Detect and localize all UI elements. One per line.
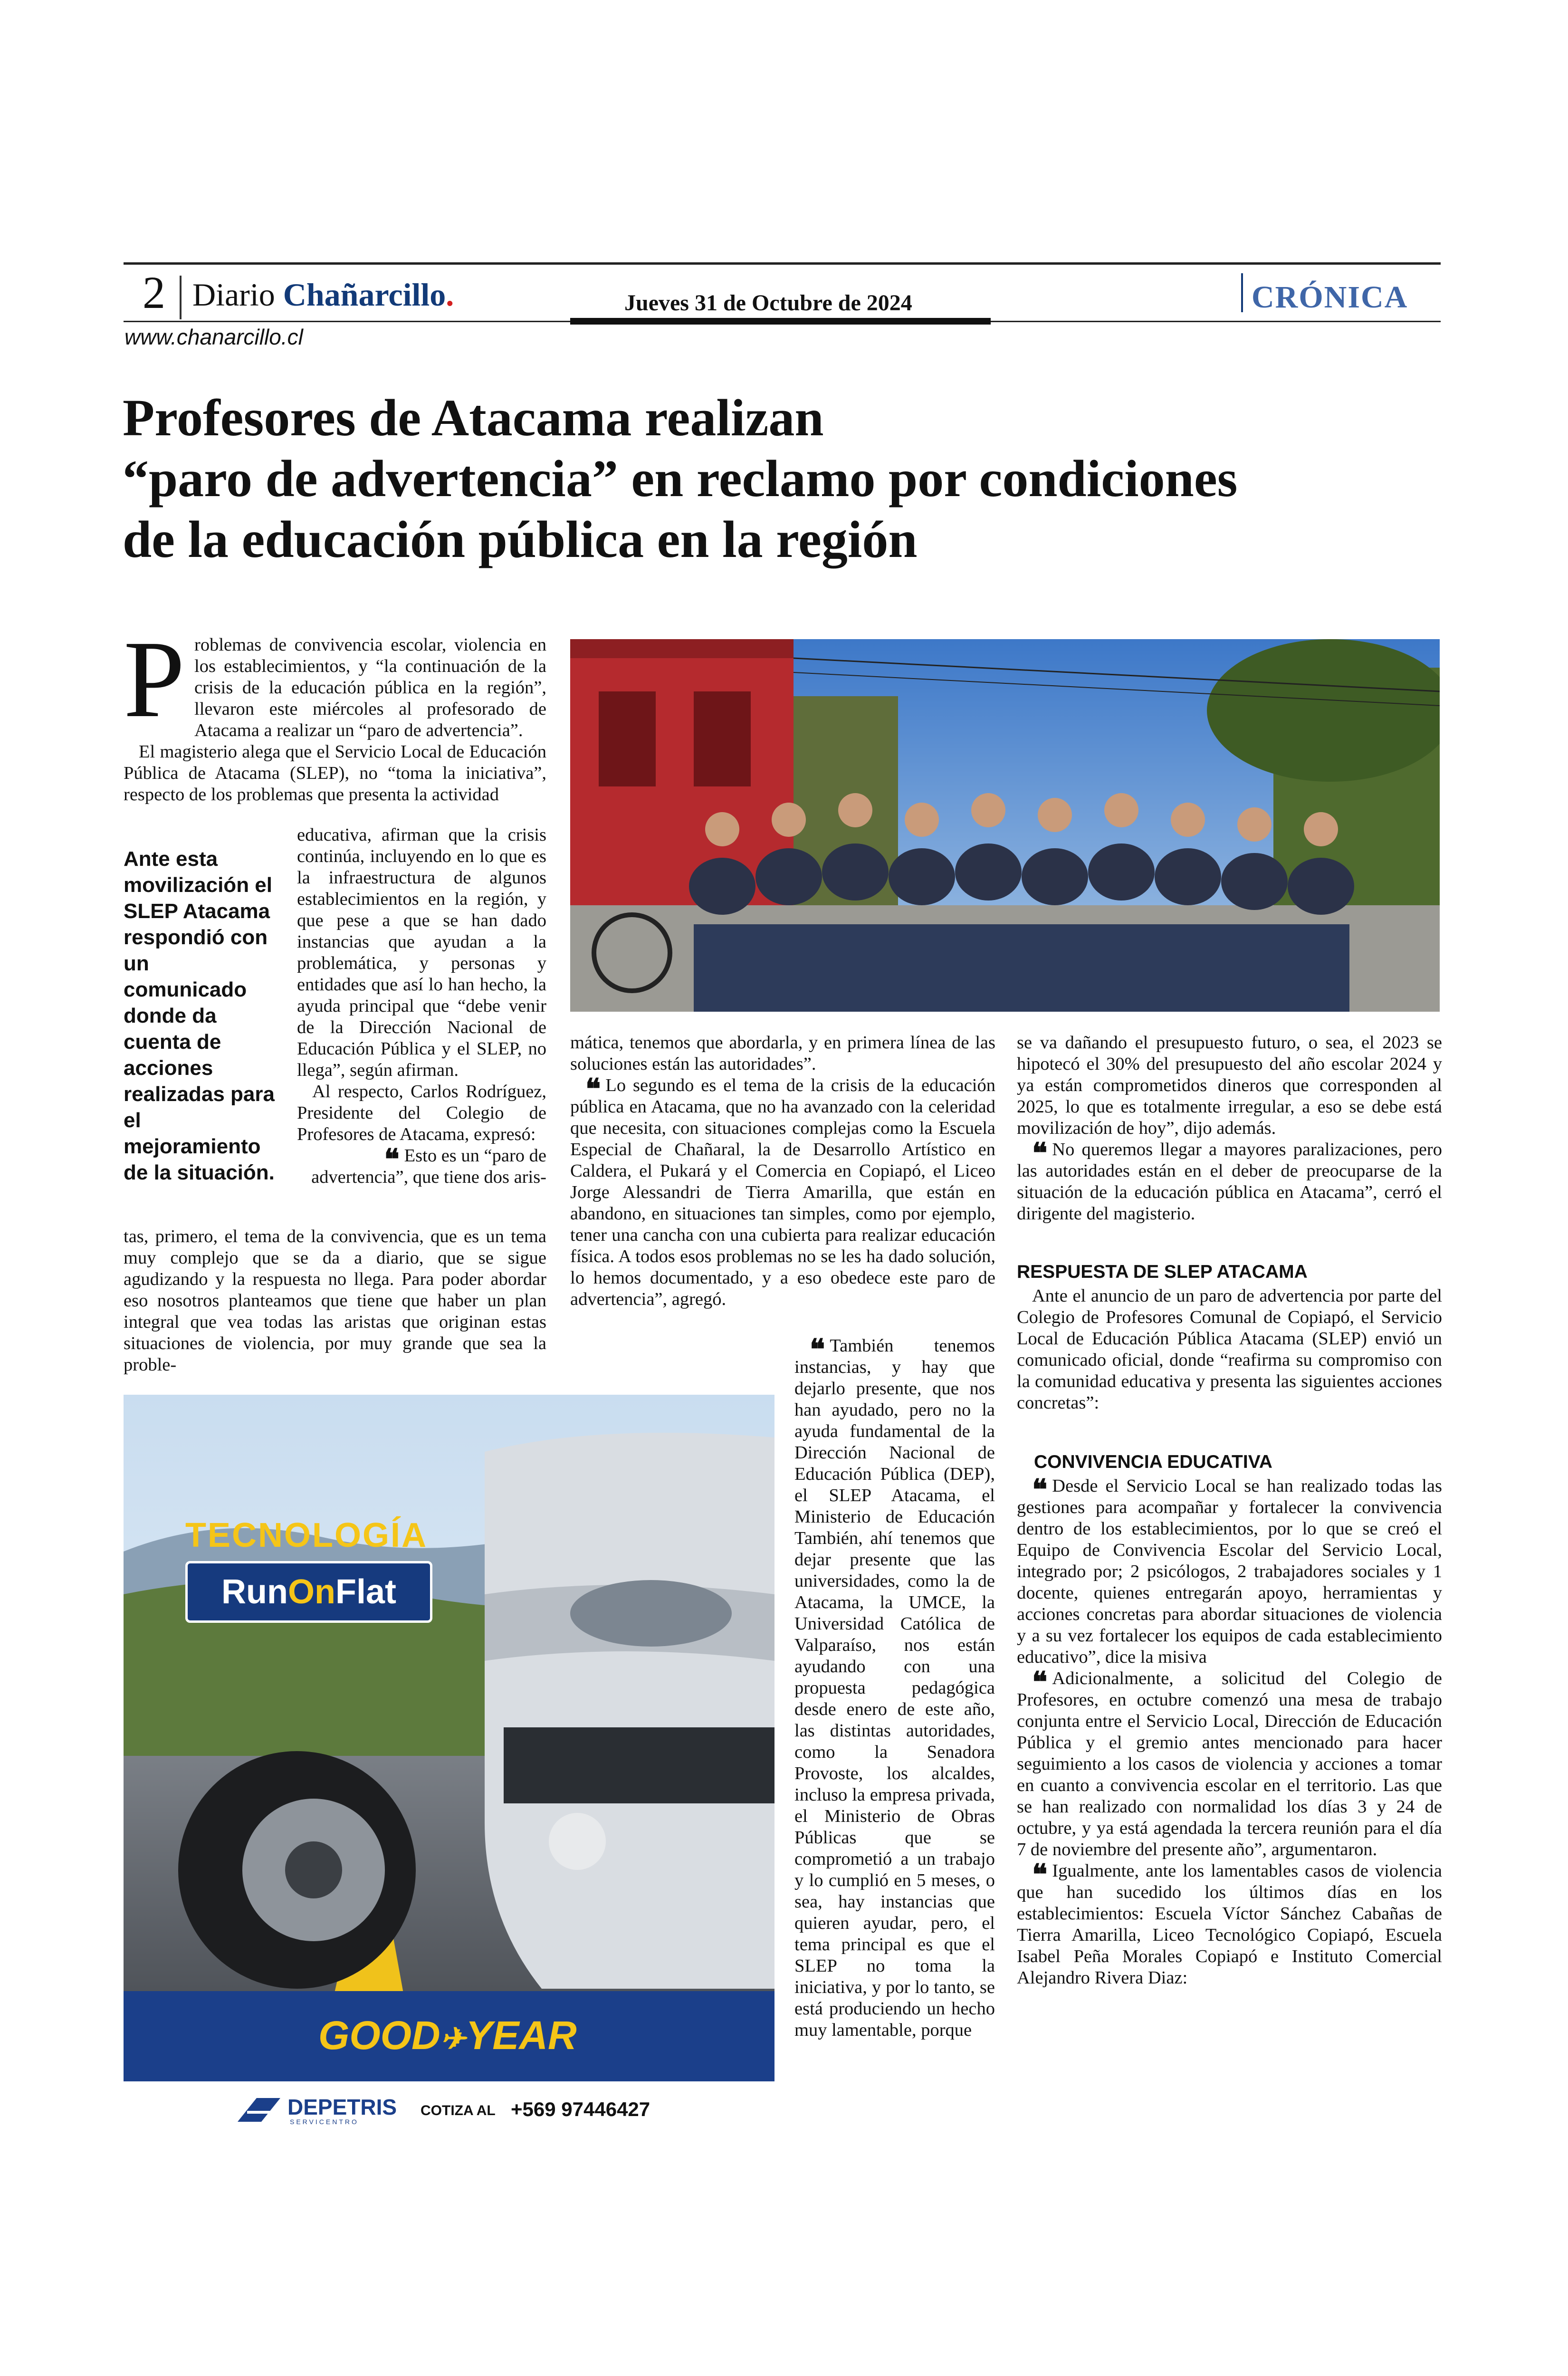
depetris-logo-icon <box>233 2093 285 2127</box>
quote-mark-icon: ❝ <box>1032 1859 1048 1890</box>
subheading: RESPUESTA DE SLEP ATACAMA <box>1017 1262 1308 1282</box>
quote-text: También tenemos instancias, y hay que dejarlo presente, que nos han ayudado, pero no la ayuda fundamental de la Dirección Nacional de Educación Pública (DEP), el SLEP Atacama, el Ministerio de Educación También, ahí tenemos que dejar presente que las universidades, como la de Atacama, la UMCE, la Universidad Católica de Valparaíso, nos están ayudando con una propuesta pedagógica desde enero de este año, las distintas autoridades, como la Senadora Provoste, los alcaldes, incluso la empresa privada, el Ministerio de Obras Públicas que se comprometió a un trabajo y lo cumplió en 5 meses, o sea, hay instancias que quieren ayudar, pero, el tema principal es que el SLEP no toma la iniciativa, y por lo tanto, se está produciendo un hecho muy lamentable, porque <box>794 1336 995 2040</box>
brand-left: GOOD <box>318 2013 440 2058</box>
quote-paragraph <box>1017 1668 1442 1860</box>
quote-mark-icon: ❝ <box>1032 1667 1048 1698</box>
paragraph: Ante el anuncio de un paro de advertencia por parte del Colegio de Profesores Comunal de Copiapó, el Servicio Local de Educación Pública Atacama (SLEP) envió un comunicado oficial, donde “reafirma su compromiso con la comunidad educativa y presenta las siguientes acciones concretas”: <box>1017 1286 1442 1413</box>
paragraph: se va dañando el presupuesto futuro, o sea, el 2023 se hipotecó el 30% del presupuesto del año escolar 2024 y ya están comprometidos dineros que corresponden al 2025, lo que es totalmente irregular, a eso se debe está movilización de hoy”, dijo además. <box>1017 1033 1442 1138</box>
date-underline-bar <box>570 318 991 325</box>
protest-group-photo <box>570 639 1440 1012</box>
paragraph: tas, primero, el tema de la convivencia, que es un tema muy complejo que se da a diario, que se sigue agudizando y la respuesta no llega. Para poder abordar eso nosotros planteamos que tiene que haber un plan integral que vea todas las aristas que originan estas situaciones de violencia, por muy grande que sea la proble- <box>124 1226 546 1375</box>
quote-mark-icon: ❝ <box>585 1073 601 1105</box>
article-column-3c <box>1017 1475 1442 1989</box>
headline-line: “paro de advertencia” en reclamo por condiciones <box>123 450 1238 508</box>
article-column-1c <box>124 1226 546 1376</box>
runonflat-badge <box>185 1561 432 1623</box>
website-url: www.chanarcillo.cl <box>124 325 303 349</box>
quote-text: Adicionalmente, a solicitud del Colegio de Profesores, en octubre comenzó una mesa de trabajo conjunta entre el Servicio Local, Dirección de Educación Pública y el gremio antes mencionado para hacer seguimiento a los casos de violencia y acciones a tomar en cuanto a convivencia escolar en el territorio. Las que se han realizado con normalidad los días 3 y 24 de octubre, y ya está agendada la tercera reunión para el día 7 de noviembre del presente año”, argumentaron. <box>1017 1668 1442 1859</box>
quote-text: Desde el Servicio Local se han realizado todas las gestiones para acompañar y fortalecer la convivencia dentro de los establecimientos, por lo que se creó el Equipo de Convivencia Escolar del Servicio Local, integrado por; 2 psicólogos, 2 trabajadores sociales y 1 docente, quienes entregarán apoyo, herramientas y acciones concretas para abordar situaciones de violencia y a su vez fortalecer los equipos de cada establecimiento educativo”, dice la misiva <box>1017 1476 1442 1667</box>
quote-text: No queremos llegar a mayores paralizaciones, pero las autoridades están en el deber de preocuparse de la situación de la educación pública en Atacama”, cerró el dirigente del magisterio. <box>1017 1140 1442 1224</box>
quote-paragraph <box>1017 1860 1442 1989</box>
issue-date: Jueves 31 de Octubre de 2024 <box>624 290 912 316</box>
quote-text: Lo segundo es el tema de la crisis de la educación pública en Atacama, que no ha avanzado con la celeridad que necesita, con situaciones complejas como la Escuela Especial de Chañaral, la de Desarrollo Artístico en Caldera, el Pukará y el Comercia en Copiapó, el Liceo Jorge Alessandri de Tierra Amarilla, que están en abandono, en situaciones tan simples, como por ejemplo, tener una cancha con una cubierta para realizar educación física. A todos esos problemas no se les ha dado solución, lo hemos documentado, y a eso obedece este paro de advertencia”, agregó. <box>570 1075 995 1309</box>
ad-tagline: TECNOLOGÍA <box>185 1516 428 1554</box>
article-column-2b <box>794 1335 995 2041</box>
paragraph: roblemas de convivencia escolar, violencia en los establecimientos, y “la continuación de la crisis de la educación pública en la región”, llevaron este miércoles al profesorado de Atacama a realizar un “paro de advertencia”. <box>194 635 546 740</box>
badge-run: Run <box>221 1573 288 1611</box>
article-column-3a <box>1017 1032 1442 1225</box>
goodyear-advertisement <box>124 1395 774 2081</box>
drop-cap: P <box>124 618 185 740</box>
dealer-name: DEPETRIS <box>287 2095 397 2119</box>
quote-paragraph <box>1017 1139 1442 1225</box>
quote-paragraph <box>794 1335 995 2041</box>
goodyear-logo <box>318 2012 577 2059</box>
brand-right: YEAR <box>466 2013 577 2058</box>
quote-mark-icon: ❝ <box>1032 1138 1048 1169</box>
page-number-divider <box>180 276 182 319</box>
quote-paragraph <box>297 1145 546 1188</box>
badge-flat: Flat <box>335 1573 396 1611</box>
quote-mark-icon: ❝ <box>810 1334 825 1365</box>
quote-mark-icon: ❝ <box>1032 1474 1048 1505</box>
quote-mark-icon: ❝ <box>384 1144 400 1175</box>
quote-text: Igualmente, ante los lamentables casos de violencia que han sucedido los últimos días en los establecimientos: Escuela Víctor Sánchez Cabañas de Tierra Amarilla, Liceo Tecnológico Copiapó, Escuela Isabel Peña Morales Copiapó e Instituto Comercial Alejandro Rivera Diaz: <box>1017 1861 1442 1988</box>
article-intro <box>124 618 546 805</box>
badge-on: On <box>287 1573 335 1611</box>
paragraph: educativa, afirman que la crisis continúa, incluyendo en lo que es la infraestructura de algunos establecimientos en la región, y que pese a que se han dado instancias que ayudan a la problemática, y personas y entidades que así lo han hecho, la ayuda principal que “debe venir de la Dirección Nacional de Educación Pública y el SLEP, no llega”, según afirman. <box>297 825 546 1080</box>
article-column-2a <box>570 1032 995 1310</box>
paragraph: El magisterio alega que el Servicio Local de Educación Pública de Atacama (SLEP), no “toma la iniciativa”, respecto de los problemas que presenta la actividad <box>124 742 546 805</box>
header-top-rule <box>124 262 1441 265</box>
quote-paragraph <box>570 1075 995 1310</box>
ad-artwork <box>124 1395 774 2081</box>
dealer-subtitle: SERVICENTRO <box>290 2118 359 2126</box>
headline <box>123 387 1444 570</box>
paragraph: mática, tenemos que abordarla, y en primera línea de las soluciones están las autoridades”. <box>570 1033 995 1074</box>
quote-text: Esto es un “paro de advertencia”, que tiene dos aris- <box>311 1146 546 1187</box>
page-number: 2 <box>143 267 165 318</box>
contact-label: COTIZA AL <box>421 2103 496 2118</box>
masthead-dot: . <box>446 277 454 313</box>
contact-phone: +569 97446427 <box>511 2098 650 2120</box>
masthead-prefix: Diario <box>192 277 283 313</box>
wingfoot-icon: ✈ <box>440 2022 466 2056</box>
quote-paragraph <box>1017 1475 1442 1668</box>
section-divider <box>1241 273 1243 312</box>
pull-quote: Ante esta movilización el SLEP Atacama respondió con un comunicado donde da cuenta de acciones realizadas para el mejoramiento de la situación. <box>124 847 275 1184</box>
photo-illustration <box>570 639 1440 1012</box>
ad-dealer-footer <box>124 2084 774 2136</box>
subheading: CONVIVENCIA EDUCATIVA <box>1034 1452 1272 1472</box>
article-column-1b <box>297 824 546 1188</box>
paragraph: Al respecto, Carlos Rodríguez, Presidente del Colegio de Profesores de Atacama, expresó: <box>297 1082 546 1144</box>
masthead-name: Chañarcillo <box>283 277 446 313</box>
headline-line: de la educación pública en la región <box>123 510 918 568</box>
headline-line: Profesores de Atacama realizan <box>123 389 824 447</box>
masthead <box>192 278 454 311</box>
section-label: CRÓNICA <box>1252 280 1408 315</box>
article-column-3b <box>1017 1285 1442 1414</box>
